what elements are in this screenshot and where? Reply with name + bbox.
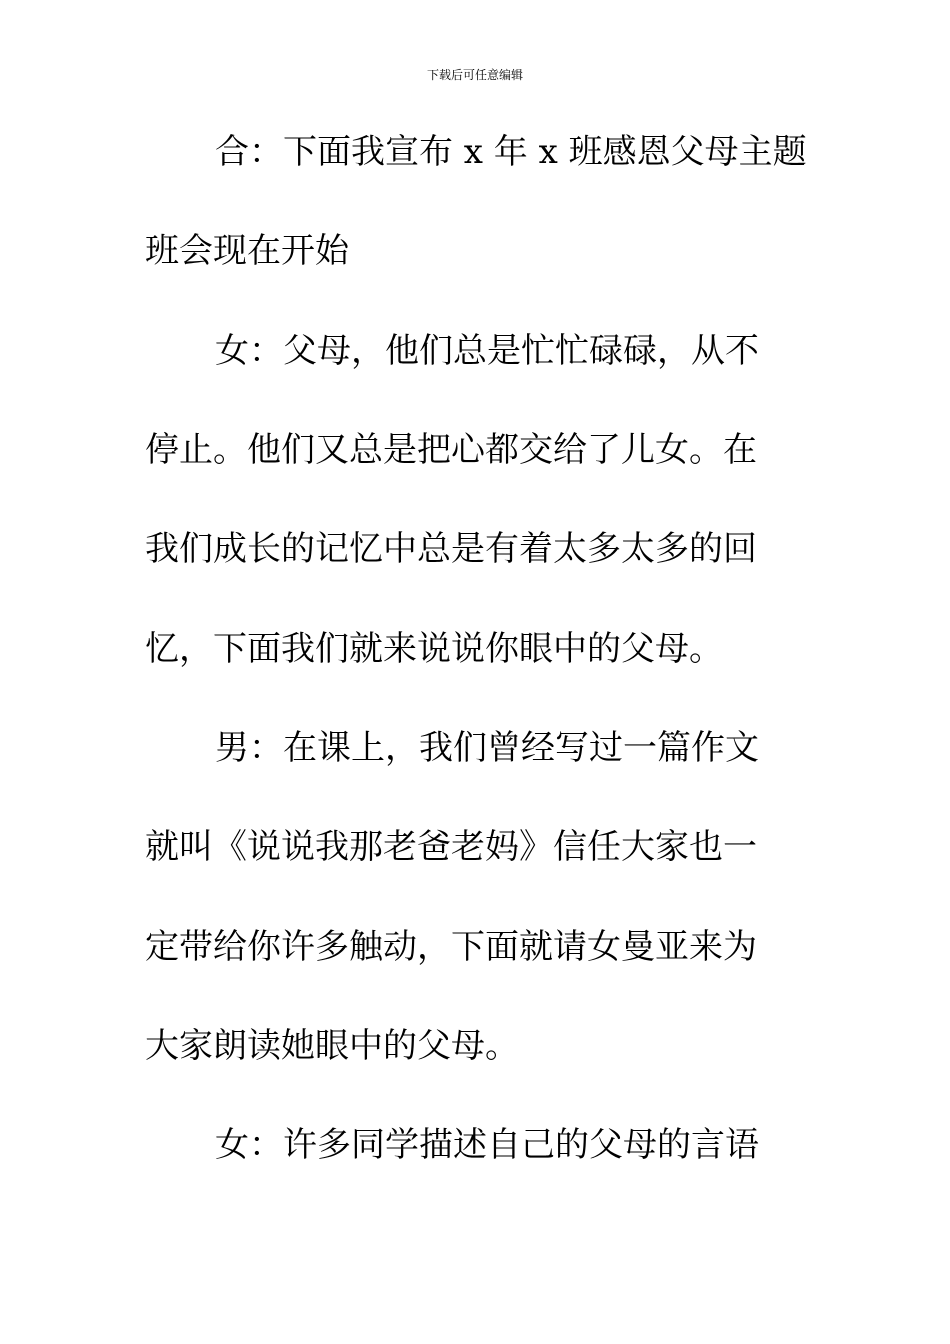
text-line: 大家朗读她眼中的父母。 bbox=[145, 1026, 519, 1066]
text-line: 就叫《说说我那老爸老妈》信任大家也一 bbox=[145, 827, 757, 867]
text-line: 女：父母，他们总是忙忙碌碌，从不 bbox=[215, 331, 759, 371]
text-line: 忆，下面我们就来说说你眼中的父母。 bbox=[145, 629, 723, 669]
text-line: 班会现在开始 bbox=[145, 231, 349, 271]
text-line: 合：下面我宣布 x 年 x 班感恩父母主题 bbox=[215, 132, 807, 172]
text-line: 停止。他们又总是把心都交给了儿女。在 bbox=[145, 430, 757, 470]
text-line: 定带给你许多触动，下面就请女曼亚来为 bbox=[145, 927, 757, 967]
text-line: 男：在课上，我们曾经写过一篇作文 bbox=[215, 728, 759, 768]
text-line: 女：许多同学描述自己的父母的言语 bbox=[215, 1125, 759, 1165]
text-line: 我们成长的记忆中总是有着太多太多的回 bbox=[145, 529, 757, 569]
page-header: 下载后可任意编辑 bbox=[426, 68, 523, 82]
